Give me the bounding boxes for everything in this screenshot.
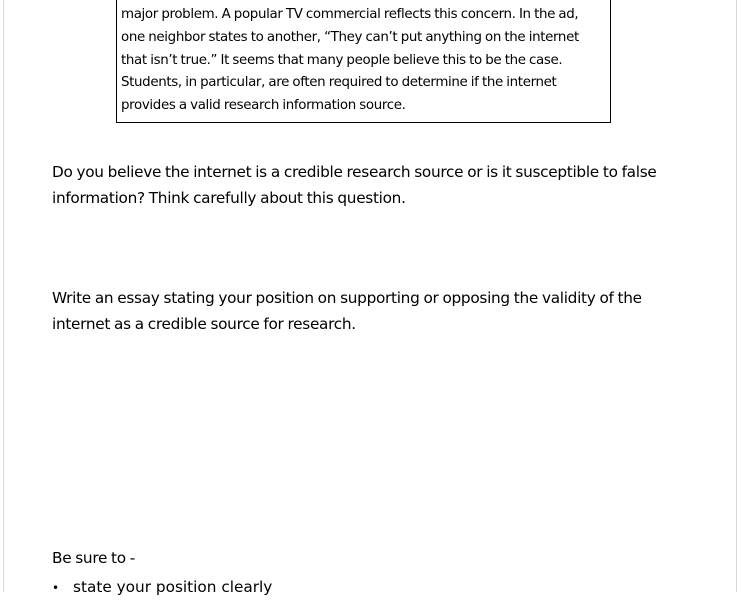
- checklist: [52, 574, 272, 601]
- checklist-heading: Be sure to -: [52, 549, 135, 567]
- question-paragraph: [52, 159, 656, 211]
- passage-line: one neighbor states to another, “They can’t put anything on the internet: [121, 29, 579, 45]
- passage-line: provides a valid research information source.: [121, 98, 406, 114]
- checklist-item: [52, 574, 272, 601]
- passage-box: [116, 0, 611, 123]
- task-paragraph: [52, 285, 642, 337]
- document-page: [3, 0, 737, 596]
- passage-line: major problem. A popular TV commercial reflects this concern. In the ad,: [121, 7, 579, 22]
- checklist-item-text: state your position clearly: [73, 578, 273, 596]
- task-line: internet as a credible source for research.: [52, 315, 356, 333]
- question-line: information? Think carefully about this question.: [52, 189, 406, 207]
- bullet-icon: •: [52, 581, 60, 595]
- passage-line: Students, in particular, are often required to determine if the internet: [121, 75, 557, 91]
- question-line: Do you believe the internet is a credible research source or is it susceptible to false: [52, 163, 657, 181]
- task-line: Write an essay stating your position on supporting or opposing the validity of the: [52, 289, 642, 307]
- passage-line: that isn’t true.” It seems that many people believe this to be the case.: [121, 52, 563, 68]
